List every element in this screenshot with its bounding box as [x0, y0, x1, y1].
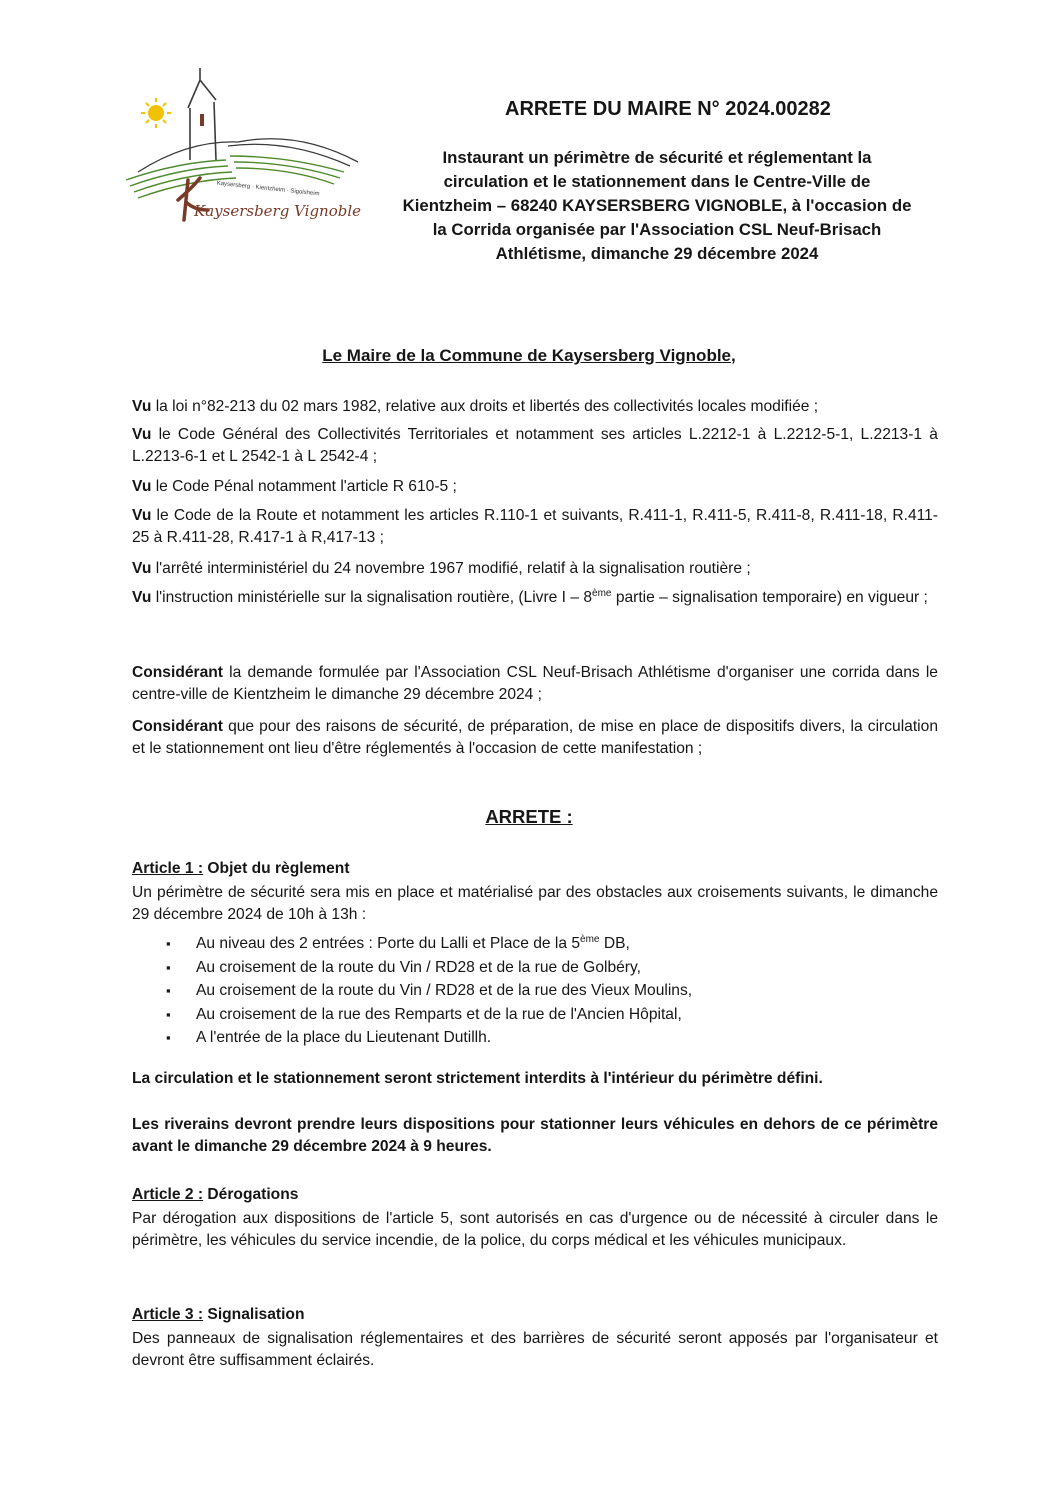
- article-title-text: Dérogations: [207, 1186, 299, 1203]
- arrete-number: ARRETE DU MAIRE N° 2024.00282: [505, 98, 831, 120]
- arrete-subtitle: [374, 146, 940, 266]
- superscript: ème: [580, 933, 600, 945]
- vu-text: l'instruction ministérielle sur la signalisation routière, (Livre I – 8: [155, 589, 593, 606]
- vu-paragraph: [132, 424, 938, 468]
- considerant-paragraph: [132, 716, 938, 760]
- considerant-paragraph: [132, 662, 938, 706]
- considerant-label: Considérant: [132, 718, 223, 735]
- vu-text: le Code Pénal notamment l'article R 610-5 ;: [155, 478, 457, 495]
- vu-label: Vu: [132, 478, 152, 495]
- vu-label: Vu: [132, 398, 152, 415]
- vu-text: l'arrêté interministériel du 24 novembre 1967 modifié, relatif à la signalisation routière ;: [155, 560, 751, 577]
- vu-label: Vu: [132, 507, 152, 524]
- subtitle-line: la Corrida organisée par l'Association CSL Neuf-Brisach: [432, 220, 882, 239]
- article-1-title: [132, 860, 350, 878]
- article-label: Article 3 :: [132, 1306, 204, 1323]
- subtitle-line: Kientzheim – 68240 KAYSERSBERG VIGNOBLE, à l'occasion de: [402, 196, 912, 215]
- considerant-text: la demande formulée par l'Association CSL Neuf-Brisach Athlétisme d'organiser une corrida dans le centre-ville de Kientzheim le dimanche 29 décembre 2024 ;: [132, 664, 938, 703]
- subtitle-line: Instaurant un périmètre de sécurité et réglementant la: [442, 148, 872, 167]
- vu-paragraph: [132, 396, 938, 418]
- list-item-text: Au niveau des 2 entrées : Porte du Lalli et Place de la 5: [196, 935, 581, 952]
- crossings-list: [164, 932, 864, 1050]
- article-1-prohibition: La circulation et le stationnement seront strictement interdits à l'intérieur du périmètre défini.: [132, 1070, 823, 1087]
- arrete-heading: ARRETE :: [485, 806, 573, 827]
- mayor-heading: Le Maire de la Commune de Kaysersberg Vignoble,: [322, 346, 736, 365]
- logo-villages-text: Kaysersberg · Kientzheim · Sigolsheim: [216, 180, 320, 198]
- article-1-intro: Un périmètre de sécurité sera mis en place et matérialisé par des obstacles aux croisements suivants, le dimanche 29 décembre 2024 de 10h à 13h :: [132, 884, 938, 923]
- municipal-logo: [118, 60, 368, 230]
- subtitle-line: Athlétisme, dimanche 29 décembre 2024: [495, 244, 819, 263]
- sun-icon: [141, 98, 171, 128]
- list-item: ▪ Au croisement de la rue des Remparts et de la rue de l'Ancien Hôpital,: [164, 1003, 864, 1027]
- considerant-label: Considérant: [132, 664, 223, 681]
- considerant-text: que pour des raisons de sécurité, de préparation, de mise en place de dispositifs divers, la circulation et le stationnement ont lieu d'être réglementés à l'occasion de cette manifestation ;: [132, 718, 938, 757]
- logo-wordmark: Kaysersberg Vignoble: [194, 202, 362, 220]
- article-2-text: Par dérogation aux dispositions de l'article 5, sont autorisés en cas d'urgence ou de nécessité à circuler dans le périmètre, les véhicules du service incendie, de la police, du corps médical et les véhicules municipaux.: [132, 1210, 938, 1249]
- vu-paragraph: [132, 505, 938, 549]
- list-item: ▪ A l'entrée de la place du Lieutenant Dutillh.: [164, 1026, 864, 1050]
- tower-icon: [188, 68, 216, 160]
- vu-label: Vu: [132, 589, 152, 606]
- vu-paragraph: [132, 587, 938, 609]
- article-3-title: [132, 1306, 304, 1324]
- list-item: ▪ Au croisement de la route du Vin / RD28 et de la rue de Golbéry,: [164, 956, 864, 980]
- kaysersberg-logo-icon: [118, 60, 368, 230]
- vu-label: Vu: [132, 426, 152, 443]
- article-label: Article 2 :: [132, 1186, 204, 1203]
- vu-text: la loi n°82-213 du 02 mars 1982, relative aux droits et libertés des collectivités locales modifiée ;: [155, 398, 819, 415]
- vu-paragraph: [132, 476, 938, 498]
- article-1-residents-notice: Les riverains devront prendre leurs dispositions pour stationner leurs véhicules en dehors de ce périmètre avant le dimanche 29 décembre 2024 à 9 heures.: [132, 1116, 938, 1155]
- vu-label: Vu: [132, 560, 152, 577]
- vu-text: le Code de la Route et notamment les articles R.110-1 et suivants, R.411-1, R.411-5, R.411-8, R.411-18, R.411-25 à R.411-28, R.417-1 à R,417-13 ;: [132, 507, 938, 546]
- article-label: Article 1 :: [132, 860, 204, 877]
- article-title-text: Objet du règlement: [207, 860, 350, 877]
- list-item-text: DB,: [599, 935, 630, 952]
- vu-text: le Code Général des Collectivités Territoriales et notamment ses articles L.2212-1 à L.2212-5-1, L.2213-1 à L.2213-6-1 et L 2542-1 à L 2542-4 ;: [132, 426, 938, 465]
- superscript: ème: [592, 587, 612, 599]
- article-title-text: Signalisation: [207, 1306, 305, 1323]
- list-item: [164, 932, 864, 956]
- vu-text: partie – signalisation temporaire) en vigueur ;: [611, 589, 928, 606]
- article-2-title: [132, 1186, 298, 1204]
- vu-paragraph: [132, 558, 938, 580]
- list-item: ▪ Au croisement de la route du Vin / RD28 et de la rue des Vieux Moulins,: [164, 979, 864, 1003]
- article-3-text: Des panneaux de signalisation réglementaires et des barrières de sécurité seront apposés par l'organisateur et devront être suffisamment éclairés.: [132, 1330, 938, 1369]
- subtitle-line: circulation et le stationnement dans le Centre-Ville de: [443, 172, 871, 191]
